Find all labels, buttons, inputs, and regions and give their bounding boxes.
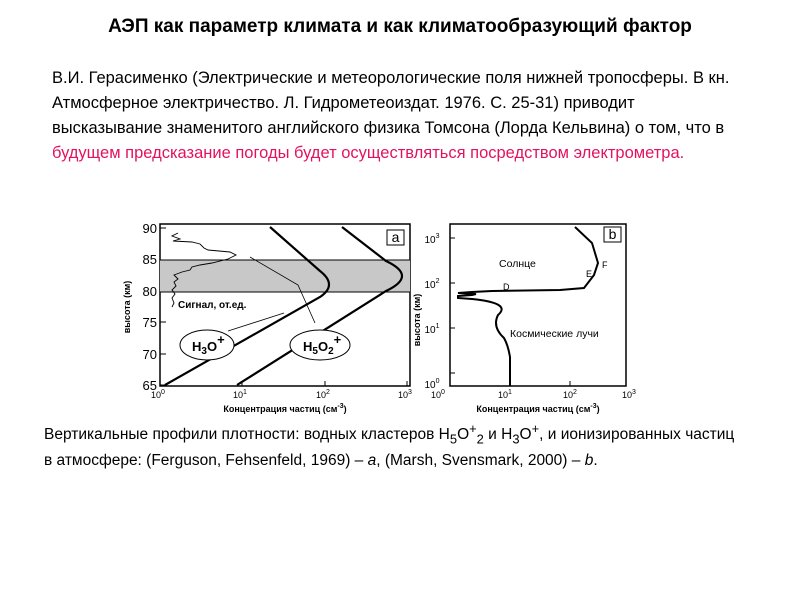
ytick-a-70: 70 xyxy=(142,347,157,362)
layer-d-label: D xyxy=(503,282,510,292)
panel-b xyxy=(412,224,636,414)
cosmic-label: Космические лучи xyxy=(510,328,599,340)
intro-text: В.И. Герасименко (Электрические и метеорологические поля нижней тропосферы. В кн. Атмосферное электричество. Л. Гидрометеоиздат. 1976. С. 25-31) приводит высказывание знаменитого английского физика Томсона (Лорда Кельвина) о том, что в xyxy=(52,69,730,137)
figure xyxy=(120,215,640,420)
ytick-b-2: $10^2$ xyxy=(424,278,440,291)
xtick-b-1: $10^1$ xyxy=(498,389,512,400)
xtick-b-3: $10^3$ xyxy=(622,389,636,400)
yaxis-label-a: высота (км) xyxy=(122,280,132,334)
slide-title: АЭП как параметр климата и как климатообразующий фактор xyxy=(108,16,692,37)
yaxis-label-b: высота (км) xyxy=(412,293,422,347)
ytick-b-0: $10^0$ xyxy=(424,378,440,391)
xaxis-label-a: Концентрация частиц $(см^{-3})$ xyxy=(223,403,347,414)
ytick-a-85: 85 xyxy=(142,252,157,267)
shaded-band xyxy=(160,260,410,292)
ytick-a-65: 65 xyxy=(142,378,157,393)
ion-h3o-label: $H_3O+$ xyxy=(192,332,225,357)
xtick-a-0: $10^0$ xyxy=(151,389,165,400)
panel-a xyxy=(122,221,412,414)
ytick-a-80: 80 xyxy=(142,284,157,299)
figure-caption: Вертикальные профили плотности: водных кластеров $H_5O^+_2$ и $H_3O^+$, и ионизированных частиц в атмосфере: (Ferguson, Fehsenfeld, 1969) – a, (Marsh, Svensmark, 2000) – b. xyxy=(44,421,735,470)
xaxis-label-b: Концентрация частиц $(см^{-3})$ xyxy=(476,403,600,414)
xtick-b-2: $10^2$ xyxy=(563,389,577,400)
ytick-b-1: $10^1$ xyxy=(424,323,440,336)
panel-b-frame xyxy=(450,224,626,386)
ytick-b-3: $10^3$ xyxy=(424,233,440,246)
xtick-a-3: $10^3$ xyxy=(398,389,412,400)
layer-f-label: F xyxy=(602,260,608,270)
ion-h5o2-label: $H_5O_2+$ xyxy=(303,332,342,357)
signal-label: Сигнал, от.ед. xyxy=(178,300,247,311)
panel-b-label: b xyxy=(608,226,617,242)
intro-paragraph xyxy=(52,66,742,166)
layer-e-label: E xyxy=(586,269,593,279)
panel-a-label: a xyxy=(391,229,400,245)
xtick-a-1: $10^1$ xyxy=(233,389,247,400)
xtick-a-2: $10^2$ xyxy=(316,389,330,400)
ytick-a-90: 90 xyxy=(142,221,157,236)
sun-label: Солнце xyxy=(499,258,536,270)
ytick-a-75: 75 xyxy=(142,315,157,330)
intro-highlight: будущем предсказание погоды будет осуществляться посредством электрометра. xyxy=(52,144,685,162)
xtick-b-0: $10^0$ xyxy=(431,389,445,400)
